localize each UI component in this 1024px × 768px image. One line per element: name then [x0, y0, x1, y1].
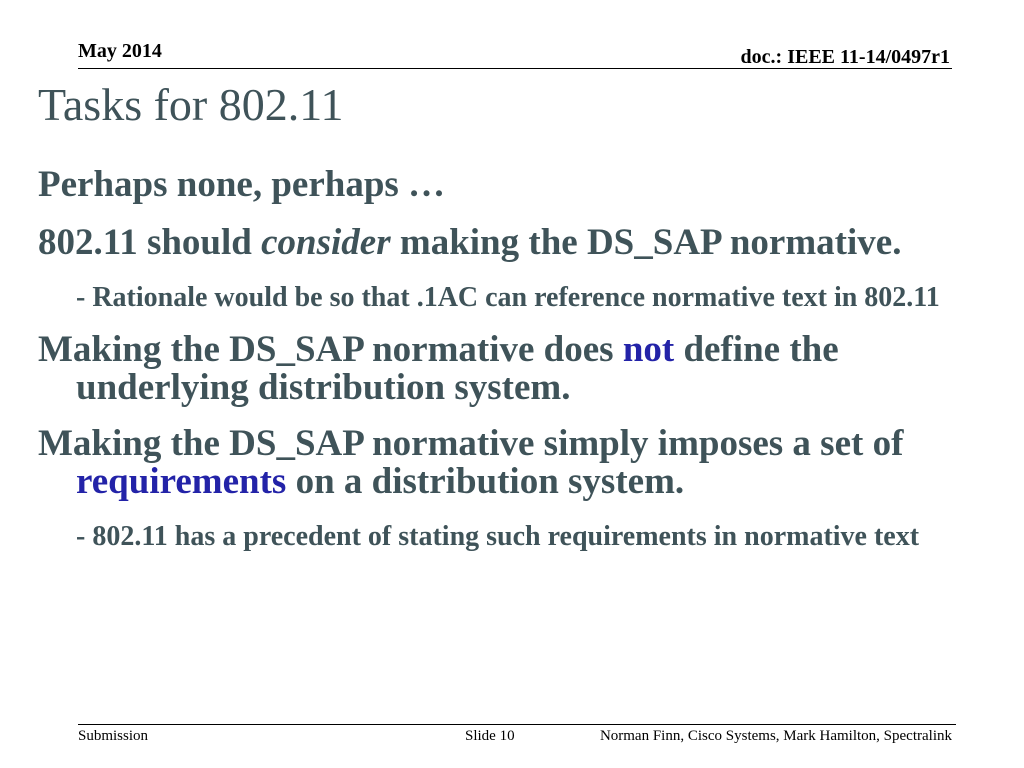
bullet-4-sub: - 802.11 has a precedent of stating such requirements in normative text [76, 521, 920, 552]
header-divider [78, 68, 952, 69]
bullet-3-text-end: define the underlying distribution system. [76, 329, 839, 408]
bullet-2 [38, 224, 978, 262]
bullet-2-text: 802.11 should [38, 222, 262, 263]
bullet-4-text: Making the DS_SAP normative simply imposes a set of [38, 423, 904, 464]
bullet-2-text-end: making the DS_SAP normative. [390, 222, 902, 263]
footer-divider [78, 724, 956, 725]
header-doc-id: doc.: IEEE 11-14/0497r1 [740, 46, 950, 68]
bullet-2-emphasis: consider [261, 222, 391, 263]
bullet-4-text-end: on a distribution system. [286, 461, 685, 502]
bullet-3-text: Making the DS_SAP normative does [38, 329, 623, 370]
bullet-3-highlight: not [622, 329, 675, 370]
footer-submission: Submission [78, 728, 149, 744]
slide-title: Tasks for 802.11 [38, 79, 344, 130]
slide-body [38, 166, 978, 552]
footer-authors: Norman Finn, Cisco Systems, Mark Hamilton, Spectralink [599, 728, 952, 744]
header-date: May 2014 [78, 40, 162, 62]
bullet-4 [38, 425, 978, 501]
footer-slide-number: Slide 10 [465, 728, 515, 744]
bullet-3 [38, 331, 978, 407]
bullet-4-highlight: requirements [76, 461, 287, 502]
bullet-1: Perhaps none, perhaps … [38, 164, 446, 205]
bullet-2-sub: - Rationale would be so that .1AC can reference normative text in 802.11 [76, 282, 940, 313]
